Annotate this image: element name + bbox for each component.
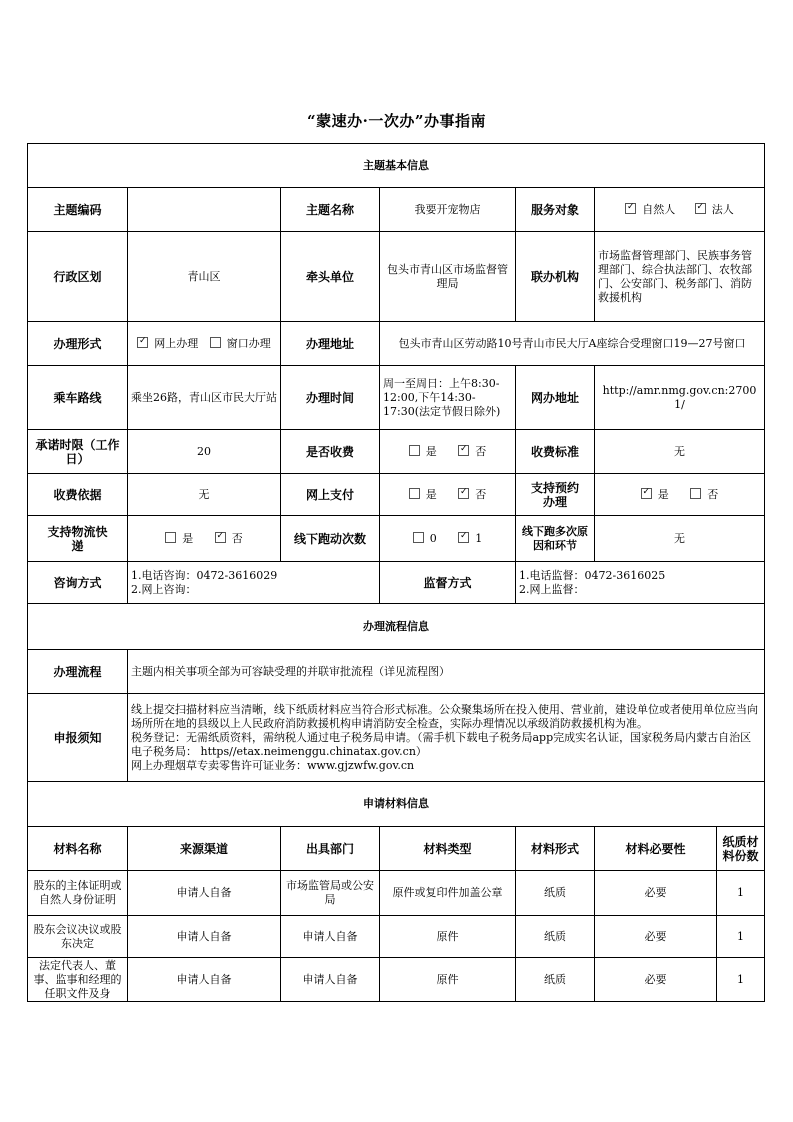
table-row [28,958,765,1002]
web-value[interactable]: http://amr.nmg.gov.cn:27001/ [595,366,765,430]
logistics-yes: 是 [182,531,194,545]
mat-cell-source: 申请人自备 [128,916,281,958]
basis-label: 收费依据 [28,474,128,516]
consult-value [128,562,380,604]
standard-value: 无 [595,430,765,474]
mat-header-copies: 纸质材料份数 [717,827,765,871]
lead-label: 牵头单位 [281,232,380,322]
fee-options [380,430,516,474]
mat-header-type: 材料类型 [380,827,516,871]
mat-cell-form: 纸质 [516,958,595,1002]
mat-cell-name: 股东会议决议或股东决定 [28,916,128,958]
mat-cell-copies: 1 [717,958,765,1002]
mat-cell-form: 纸质 [516,871,595,916]
page-title: “蒙速办·一次办”办事指南 [307,112,486,130]
mat-header-form: 材料形式 [516,827,595,871]
mat-cell-type: 原件 [380,958,516,1002]
notice-value [128,694,765,782]
region-value: 青山区 [128,232,281,322]
mat-cell-necessity: 必要 [595,916,717,958]
name-value: 我要开宠物店 [380,188,516,232]
target-label: 服务对象 [516,188,595,232]
checkbox-natural-person[interactable] [625,203,636,214]
basis-value: 无 [128,474,281,516]
checkbox-legal-person[interactable] [695,203,706,214]
joint-label: 联办机构 [516,232,595,322]
checkbox-pay-no[interactable] [458,488,469,499]
notice-label: 申报须知 [28,694,128,782]
web-label: 网办地址 [516,366,595,430]
addr-label: 办理地址 [281,322,380,366]
lead-value: 包头市青山区市场监督管理局 [380,232,516,322]
consult-label: 咨询方式 [28,562,128,604]
mat-cell-issuer: 申请人自备 [281,916,380,958]
mat-cell-necessity: 必要 [595,958,717,1002]
addr-value: 包头市青山区劳动路10号青山市民大厅A座综合受理窗口19—27号窗口 [380,322,765,366]
mat-cell-issuer: 申请人自备 [281,958,380,1002]
appoint-label: 支持预约办理 [516,474,595,516]
offline-label: 线下跑动次数 [281,516,380,562]
mat-cell-name: 法定代表人、董事、监事和经理的任职文件及身 [28,958,128,1002]
checkbox-window[interactable] [210,337,221,348]
process-label: 办理流程 [28,650,128,694]
appoint-options [595,474,765,516]
mat-cell-name: 股东的主体证明或自然人身份证明 [28,871,128,916]
pay-yes: 是 [425,487,437,501]
form-opt1: 网上办理 [154,336,199,350]
checkbox-pay-yes[interactable] [409,488,420,499]
checkbox-offline-1[interactable] [458,532,469,543]
bus-label: 乘车路线 [28,366,128,430]
mat-cell-type: 原件 [380,916,516,958]
fee-yes: 是 [425,444,437,458]
form-options [128,322,281,366]
checkbox-online[interactable] [137,337,148,348]
checkbox-logistics-no[interactable] [215,532,226,543]
mat-cell-form: 纸质 [516,916,595,958]
fee-no: 否 [475,444,487,458]
mat-header-issuer: 出具部门 [281,827,380,871]
section-materials-header: 申请材料信息 [28,782,765,827]
offline-options [380,516,516,562]
fee-label: 是否收费 [281,430,380,474]
code-value [128,188,281,232]
section-flow-header: 办理流程信息 [28,604,765,650]
standard-label: 收费标准 [516,430,595,474]
mat-header-name: 材料名称 [28,827,128,871]
checkbox-fee-yes[interactable] [409,445,420,456]
region-label: 行政区划 [28,232,128,322]
limit-value: 20 [128,430,281,474]
reason-label: 线下跑多次原因和环节 [516,516,595,562]
guide-table [27,143,765,1002]
section-basic-header: 主题基本信息 [28,144,765,188]
pay-label: 网上支付 [281,474,380,516]
code-label: 主题编码 [28,188,128,232]
checkbox-appoint-yes[interactable] [641,488,652,499]
form-opt2: 窗口办理 [226,336,271,350]
pay-no: 否 [475,487,487,501]
notice-line-1: 线上提交扫描材料应当清晰，线下纸质材料应当符合形式标准。公众聚集场所在投入使用、营业前，建设单位或者使用单位应当向场所所在地的县级以上人民政府消防救援机构申请消防安全检查，实际办理情况以承级消防救援机构为准。 [131,702,758,730]
time-label: 办理时间 [281,366,380,430]
offline-opt1: 0 [429,531,437,545]
supervise-phone: 1.电话监督：0472-3616025 [519,568,666,582]
bus-value: 乘坐26路，青山区市民大厅站 [128,366,281,430]
target-opt1: 自然人 [642,202,676,216]
consult-online: 2.网上咨询： [131,582,197,596]
consult-phone: 1.电话咨询：0472-3616029 [131,568,278,582]
supervise-online: 2.网上监督： [519,582,585,596]
mat-cell-issuer: 市场监管局或公安局 [281,871,380,916]
mat-cell-copies: 1 [717,916,765,958]
checkbox-appoint-no[interactable] [690,488,701,499]
checkbox-logistics-yes[interactable] [165,532,176,543]
supervise-label: 监督方式 [380,562,516,604]
pay-options [380,474,516,516]
reason-value: 无 [595,516,765,562]
notice-line-2: 税务登记：无需纸质资料，需纳税人通过电子税务局申请。（需手机下载电子税务局app完成实名认证，国家税务局内蒙古自治区电子税务局： https//etax.neimenggu.chinatax.gov.cn） [131,730,752,758]
mat-header-necessity: 材料必要性 [595,827,717,871]
notice-line-3: 网上办理烟草专卖零售许可证业务：www.gjzwfw.gov.cn [131,758,415,772]
table-row [28,916,765,958]
logistics-no: 否 [231,531,243,545]
time-value: 周一至周日：上午8:30-12:00,下午14:30-17:30(法定节假日除外) [380,366,516,430]
logistics-options [128,516,281,562]
process-value: 主题内相关事项全部为可容缺受理的并联审批流程（详见流程图） [128,650,765,694]
limit-label: 承诺时限（工作日） [28,430,128,474]
mat-cell-necessity: 必要 [595,871,717,916]
mat-header-source: 来源渠道 [128,827,281,871]
mat-cell-source: 申请人自备 [128,871,281,916]
name-label: 主题名称 [281,188,380,232]
target-opt2: 法人 [711,202,734,216]
mat-cell-type: 原件或复印件加盖公章 [380,871,516,916]
mat-cell-copies: 1 [717,871,765,916]
offline-opt2: 1 [475,531,483,545]
appoint-no: 否 [707,487,719,501]
joint-value: 市场监督管理部门、民族事务管理部门、综合执法部门、农牧部门、公安部门、税务部门、消防救援机构 [595,232,765,322]
table-row [28,871,765,916]
logistics-label: 支持物流快递 [28,516,128,562]
mat-cell-source: 申请人自备 [128,958,281,1002]
supervise-value [516,562,765,604]
appoint-yes: 是 [657,487,669,501]
checkbox-fee-no[interactable] [458,445,469,456]
checkbox-offline-0[interactable] [413,532,424,543]
target-options [595,188,765,232]
form-label: 办理形式 [28,322,128,366]
